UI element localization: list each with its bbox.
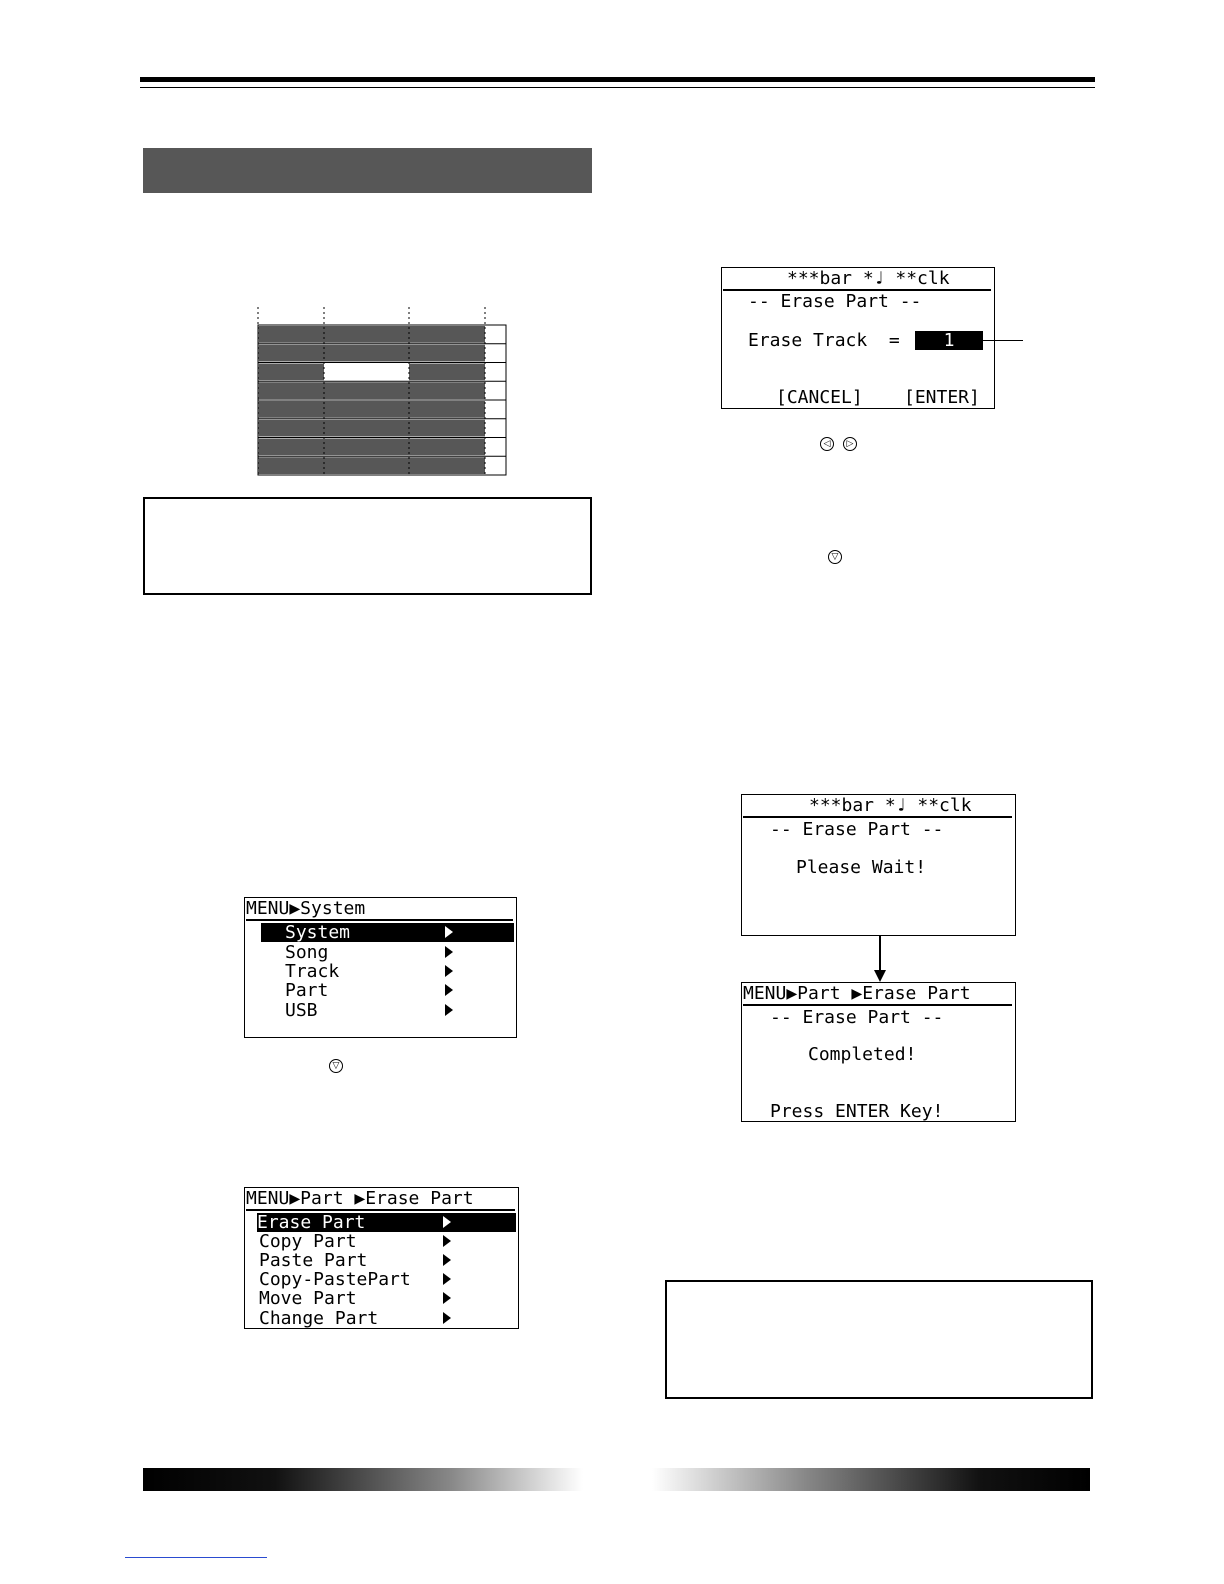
erase-track-label: Erase Track = bbox=[748, 330, 900, 351]
track-grid-cell bbox=[324, 382, 409, 399]
track-grid-cell bbox=[409, 401, 485, 418]
track-grid-cell bbox=[409, 439, 485, 456]
track-grid-cell bbox=[324, 345, 409, 362]
header-rule-thick bbox=[140, 77, 1095, 82]
lcd-header: MENU▶Part ▶Erase Part bbox=[246, 1189, 515, 1211]
submenu-arrow-icon bbox=[443, 1216, 451, 1228]
header-rule-thin bbox=[140, 87, 1095, 88]
footer-link-underline bbox=[125, 1557, 267, 1558]
right-button-icon: ▷ bbox=[843, 437, 857, 451]
menu-item-system[interactable]: System bbox=[261, 923, 514, 942]
track-grid-cell bbox=[409, 382, 485, 399]
lcd-status-header: ***bar *♩ **clk bbox=[809, 795, 972, 816]
submenu-arrow-icon bbox=[443, 1273, 451, 1285]
submenu-arrow-icon bbox=[443, 1235, 451, 1247]
track-grid-cell bbox=[409, 345, 485, 362]
track-grid-cell bbox=[324, 420, 409, 437]
track-grid-cell bbox=[409, 457, 485, 474]
submenu-arrow-icon bbox=[445, 965, 453, 977]
erase-track-value[interactable]: 1 bbox=[915, 331, 983, 350]
track-grid-cell bbox=[258, 401, 324, 418]
track-grid-cell bbox=[258, 326, 324, 343]
lcd-status-header: ***bar *♩ **clk bbox=[787, 268, 950, 289]
track-grid-cell bbox=[409, 420, 485, 437]
track-grid-cell bbox=[258, 439, 324, 456]
lcd-menu-system bbox=[244, 897, 517, 1038]
lcd-please-wait bbox=[741, 794, 1016, 936]
menu-item-change-part[interactable]: Change Part bbox=[259, 1308, 379, 1329]
menu-item-move-part[interactable]: Move Part bbox=[259, 1288, 357, 1309]
left-button-icon: ◁ bbox=[820, 437, 834, 451]
track-grid-cell bbox=[258, 382, 324, 399]
menu-item-song[interactable]: Song bbox=[285, 942, 329, 963]
track-grid-cell bbox=[258, 364, 324, 381]
track-grid-svg bbox=[250, 295, 515, 485]
submenu-arrow-icon bbox=[445, 926, 453, 938]
lcd-erase-track bbox=[721, 267, 995, 409]
track-grid-cell bbox=[324, 326, 409, 343]
menu-item-copy-paste-part[interactable]: Copy-PastePart bbox=[259, 1269, 411, 1290]
lcd-title: -- Erase Part -- bbox=[748, 291, 922, 312]
lcd-title: -- Erase Part -- bbox=[770, 1007, 944, 1028]
down-button-icon: ▽ bbox=[828, 550, 842, 564]
note-box-left bbox=[143, 497, 592, 595]
cancel-button[interactable]: [CANCEL] bbox=[776, 387, 863, 408]
submenu-arrow-icon bbox=[443, 1312, 451, 1324]
track-grid-cell bbox=[258, 345, 324, 362]
lcd-prompt: Press ENTER Key! bbox=[770, 1101, 944, 1122]
track-grid-cell bbox=[409, 364, 485, 381]
track-grid-cell bbox=[409, 326, 485, 343]
lcd-message: Completed! bbox=[808, 1044, 917, 1065]
lcd-message: Please Wait! bbox=[796, 857, 927, 878]
track-grid-selected-cell bbox=[324, 364, 409, 381]
menu-item-usb[interactable]: USB bbox=[285, 1000, 318, 1021]
lcd-title: -- Erase Part -- bbox=[770, 819, 944, 840]
lcd-menu-part bbox=[244, 1187, 519, 1329]
callout-line bbox=[983, 340, 1023, 341]
submenu-arrow-icon bbox=[445, 946, 453, 958]
submenu-arrow-icon bbox=[445, 1004, 453, 1016]
lcd-header: MENU▶System bbox=[246, 899, 513, 921]
down-button-icon: ▽ bbox=[329, 1059, 343, 1073]
track-grid-cell bbox=[324, 439, 409, 456]
submenu-arrow-icon bbox=[445, 984, 453, 996]
submenu-arrow-icon bbox=[443, 1292, 451, 1304]
track-grid-cell bbox=[324, 457, 409, 474]
note-box-right bbox=[665, 1280, 1093, 1399]
menu-item-track[interactable]: Track bbox=[285, 961, 340, 982]
section-heading-bar bbox=[143, 148, 592, 193]
footer-gradient-left bbox=[143, 1468, 583, 1491]
lcd-header: MENU▶Part ▶Erase Part bbox=[743, 984, 1012, 1006]
submenu-arrow-icon bbox=[443, 1254, 451, 1266]
menu-item-part[interactable]: Part bbox=[285, 980, 329, 1001]
enter-button[interactable]: [ENTER] bbox=[904, 387, 980, 408]
menu-item-copy-part[interactable]: Copy Part bbox=[259, 1231, 357, 1252]
track-grid-cell bbox=[258, 457, 324, 474]
track-grid-cell bbox=[258, 420, 324, 437]
menu-item-erase-part[interactable]: Erase Part bbox=[257, 1213, 516, 1232]
footer-gradient-right bbox=[652, 1468, 1090, 1491]
lcd-completed bbox=[741, 982, 1016, 1122]
menu-item-paste-part[interactable]: Paste Part bbox=[259, 1250, 368, 1271]
track-grid-cell bbox=[324, 401, 409, 418]
down-arrow-icon bbox=[870, 936, 890, 984]
